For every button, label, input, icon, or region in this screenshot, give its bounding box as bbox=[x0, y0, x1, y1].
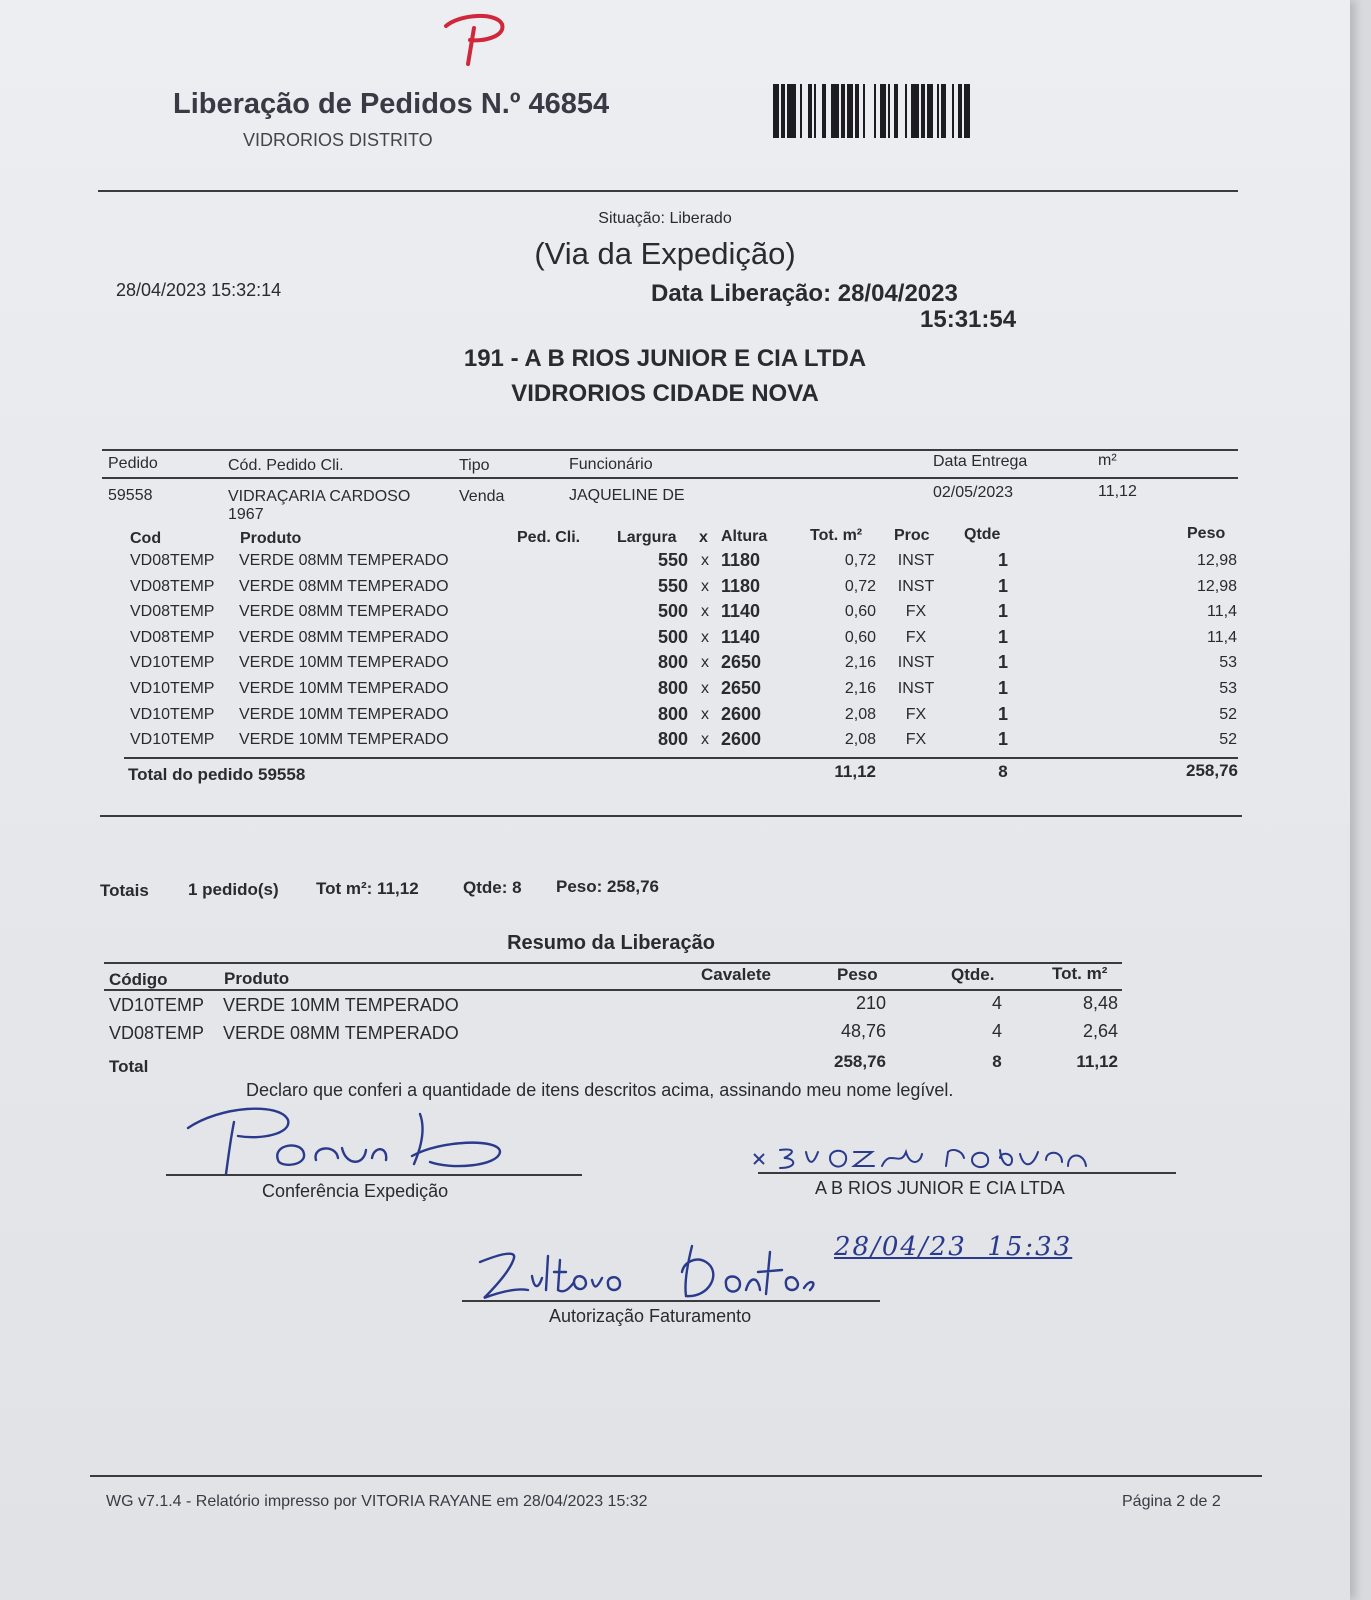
resumo-total-qtde: 8 bbox=[992, 1052, 1002, 1071]
totals-qtde: Qtde: 8 bbox=[463, 878, 522, 897]
order-tipo: Venda bbox=[459, 488, 505, 505]
liberation-date: Data Liberação: 28/04/2023 bbox=[651, 280, 958, 307]
item-cell-largura: 800 bbox=[657, 729, 688, 749]
items-total-label: Total do pedido 59558 bbox=[128, 765, 306, 784]
item-cell-largura: 500 bbox=[657, 627, 688, 647]
item-cell-peso: 11,4 bbox=[1207, 629, 1237, 646]
totals-peso: Peso: 258,76 bbox=[556, 877, 660, 896]
resumo-total-m2: 11,12 bbox=[1076, 1052, 1118, 1071]
item-cell-x: x bbox=[701, 629, 709, 646]
resumo-cell-qtde: 4 bbox=[991, 1021, 1002, 1041]
item-cell-produto: VERDE 10MM TEMPERADO bbox=[239, 680, 449, 697]
item-cell-peso: 52 bbox=[1219, 706, 1237, 723]
item-cell-produto: VERDE 08MM TEMPERADO bbox=[239, 578, 449, 595]
item-cell-cod: VD08TEMP bbox=[130, 552, 215, 569]
barcode-bar bbox=[911, 84, 919, 138]
items-col-proc: Proc bbox=[894, 527, 930, 544]
item-cell-cod: VD10TEMP bbox=[130, 654, 215, 671]
footer-report-info: WG v7.1.4 - Relatório impresso por VITORIA RAYANE em 28/04/2023 15:32 bbox=[106, 1493, 648, 1510]
item-cell-produto: VERDE 10MM TEMPERADO bbox=[239, 731, 449, 748]
barcode bbox=[773, 84, 973, 138]
item-cell-largura: 800 bbox=[657, 704, 688, 724]
item-cell-largura: 550 bbox=[657, 550, 688, 570]
item-cell-qtde: 1 bbox=[997, 729, 1008, 749]
item-cell-proc: INST bbox=[897, 578, 935, 595]
item-cell-peso: 12,98 bbox=[1196, 552, 1237, 569]
barcode-bar bbox=[787, 84, 795, 138]
item-cell-tot-m2: 0,60 bbox=[844, 629, 876, 646]
footer-page-number: Página 2 de 2 bbox=[1122, 1493, 1221, 1510]
item-cell-altura: 1180 bbox=[721, 576, 761, 596]
item-cell-x: x bbox=[701, 680, 709, 697]
item-cell-altura: 2600 bbox=[721, 704, 762, 724]
autorizacao-sign-line bbox=[462, 1300, 880, 1302]
client-branch: VIDRORIOS CIDADE NOVA bbox=[511, 380, 819, 407]
item-cell-largura: 550 bbox=[657, 576, 688, 596]
items-total-peso: 258,76 bbox=[1186, 761, 1238, 780]
item-cell-qtde: 1 bbox=[997, 627, 1008, 647]
resumo-col-peso: Peso bbox=[837, 965, 878, 984]
resumo-col-codigo: Código bbox=[109, 970, 168, 989]
order-cod-cli-2: 1967 bbox=[228, 506, 264, 523]
item-cell-altura: 1180 bbox=[721, 550, 761, 570]
order-funcionario: JAQUELINE DE bbox=[569, 487, 685, 504]
item-cell-cod: VD08TEMP bbox=[130, 629, 215, 646]
col-m2: m² bbox=[1098, 452, 1117, 469]
resumo-total-peso: 258,76 bbox=[834, 1052, 886, 1071]
item-cell-tot-m2: 2,08 bbox=[844, 706, 876, 723]
resumo-header-line bbox=[104, 989, 1122, 991]
item-cell-proc: FX bbox=[905, 731, 927, 748]
item-cell-tot-m2: 0,72 bbox=[844, 552, 876, 569]
item-cell-altura: 1140 bbox=[721, 627, 761, 647]
conferencia-sign-line bbox=[166, 1174, 582, 1176]
item-cell-produto: VERDE 08MM TEMPERADO bbox=[239, 603, 449, 620]
item-cell-produto: VERDE 08MM TEMPERADO bbox=[239, 552, 449, 569]
resumo-cell-tot-m2: 8,48 bbox=[1082, 993, 1118, 1013]
item-cell-qtde: 1 bbox=[997, 652, 1008, 672]
items-col-tot-m2: Tot. m² bbox=[810, 527, 863, 544]
header-divider bbox=[98, 190, 1238, 192]
item-cell-peso: 12,98 bbox=[1196, 578, 1237, 595]
item-cell-peso: 52 bbox=[1219, 731, 1237, 748]
col-tipo: Tipo bbox=[459, 457, 490, 474]
resumo-cell-produto: VERDE 08MM TEMPERADO bbox=[223, 1023, 459, 1043]
item-cell-produto: VERDE 10MM TEMPERADO bbox=[239, 706, 449, 723]
barcode-bar bbox=[865, 84, 873, 138]
conferencia-label: Conferência Expedição bbox=[262, 1181, 449, 1201]
items-col-ped-cli: Ped. Cli. bbox=[517, 529, 581, 546]
resumo-col-tot-m2: Tot. m² bbox=[1052, 964, 1108, 983]
items-col-qtde: Qtde bbox=[964, 526, 1001, 543]
resumo-col-qtde: Qtde. bbox=[951, 965, 995, 984]
item-cell-cod: VD10TEMP bbox=[130, 731, 215, 748]
item-cell-x: x bbox=[701, 578, 709, 595]
order-pedido: 59558 bbox=[108, 487, 153, 504]
item-cell-proc: FX bbox=[905, 706, 927, 723]
item-cell-x: x bbox=[701, 731, 709, 748]
items-col-x: x bbox=[699, 529, 708, 546]
resumo-cell-qtde: 4 bbox=[991, 993, 1002, 1013]
item-cell-largura: 800 bbox=[657, 652, 688, 672]
declaration-text: Declaro que conferi a quantidade de itens descritos acima, assinando meu nome legível. bbox=[246, 1080, 954, 1100]
resumo-total-label: Total bbox=[109, 1057, 149, 1076]
item-cell-peso: 53 bbox=[1219, 654, 1237, 671]
barcode-bar bbox=[831, 84, 839, 138]
resumo-cell-peso: 48,76 bbox=[840, 1021, 886, 1041]
via-label: (Via da Expedição) bbox=[534, 236, 796, 271]
item-cell-produto: VERDE 08MM TEMPERADO bbox=[239, 629, 449, 646]
items-total-m2: 11,12 bbox=[834, 762, 876, 781]
item-cell-cod: VD08TEMP bbox=[130, 578, 215, 595]
item-cell-cod: VD10TEMP bbox=[130, 706, 215, 723]
items-total-qtde: 8 bbox=[998, 762, 1008, 781]
autorizacao-label: Autorização Faturamento bbox=[549, 1306, 752, 1326]
item-cell-qtde: 1 bbox=[997, 576, 1008, 596]
barcode-bar bbox=[970, 84, 972, 138]
liberation-time: 15:31:54 bbox=[920, 306, 1017, 333]
resumo-title: Resumo da Liberação bbox=[507, 932, 715, 954]
document-title: Liberação de Pedidos N.º 46854 bbox=[173, 88, 610, 120]
conferencia-signature bbox=[180, 1100, 520, 1180]
order-header-bottom-line bbox=[102, 477, 1238, 479]
item-cell-altura: 2650 bbox=[721, 652, 762, 672]
item-cell-altura: 2600 bbox=[721, 729, 762, 749]
items-col-peso: Peso bbox=[1187, 525, 1226, 542]
order-cod-cli-1: VIDRAÇARIA CARDOSO bbox=[228, 488, 411, 505]
item-cell-tot-m2: 2,16 bbox=[844, 654, 876, 671]
item-cell-peso: 53 bbox=[1219, 680, 1237, 697]
totals-m2: Tot m²: 11,12 bbox=[316, 879, 419, 898]
col-funcionario: Funcionário bbox=[569, 456, 653, 473]
col-data-entrega: Data Entrega bbox=[933, 453, 1028, 470]
item-cell-altura: 2650 bbox=[721, 678, 762, 698]
item-cell-tot-m2: 2,08 bbox=[844, 731, 876, 748]
item-cell-altura: 1140 bbox=[721, 601, 761, 621]
items-col-largura: Largura bbox=[617, 529, 677, 546]
resumo-top-line bbox=[104, 962, 1122, 964]
order-m2: 11,12 bbox=[1098, 483, 1137, 500]
resumo-col-produto: Produto bbox=[224, 969, 290, 988]
items-end-line bbox=[100, 815, 1242, 817]
item-cell-x: x bbox=[701, 654, 709, 671]
item-cell-qtde: 1 bbox=[997, 601, 1008, 621]
item-cell-proc: FX bbox=[905, 629, 927, 646]
footer-line bbox=[90, 1475, 1262, 1477]
item-cell-qtde: 1 bbox=[997, 678, 1008, 698]
resumo-col-cavalete: Cavalete bbox=[701, 965, 771, 984]
totals-pedidos: 1 pedido(s) bbox=[188, 880, 279, 899]
resumo-cell-codigo: VD10TEMP bbox=[109, 995, 205, 1015]
item-cell-tot-m2: 0,72 bbox=[844, 578, 876, 595]
resumo-cell-peso: 210 bbox=[855, 993, 886, 1013]
item-cell-x: x bbox=[701, 706, 709, 723]
item-cell-qtde: 1 bbox=[997, 550, 1008, 570]
client-name: 191 - A B RIOS JUNIOR E CIA LTDA bbox=[463, 345, 867, 372]
client-sign-line bbox=[758, 1172, 1176, 1174]
resumo-cell-codigo: VD08TEMP bbox=[109, 1023, 205, 1043]
printed-datetime: 28/04/2023 15:32:14 bbox=[116, 280, 282, 300]
client-signature bbox=[750, 1140, 1090, 1176]
item-cell-proc: INST bbox=[897, 654, 935, 671]
handwritten-p-mark bbox=[440, 10, 510, 68]
resumo-cell-produto: VERDE 10MM TEMPERADO bbox=[223, 995, 459, 1015]
item-cell-largura: 800 bbox=[657, 678, 688, 698]
item-cell-tot-m2: 0,60 bbox=[844, 603, 876, 620]
col-pedido: Pedido bbox=[108, 455, 158, 472]
item-cell-cod: VD10TEMP bbox=[130, 680, 215, 697]
handwritten-date: 28/04/23 15:33 bbox=[834, 1232, 1073, 1262]
items-col-altura: Altura bbox=[721, 528, 768, 545]
company-name: VIDRORIOS DISTRITO bbox=[243, 130, 433, 150]
resumo-cell-tot-m2: 2,64 bbox=[1082, 1021, 1118, 1041]
items-col-produto: Produto bbox=[240, 530, 302, 547]
items-col-cod: Cod bbox=[130, 530, 162, 547]
item-cell-proc: INST bbox=[897, 680, 935, 697]
item-cell-x: x bbox=[701, 603, 709, 620]
item-cell-proc: FX bbox=[905, 603, 927, 620]
item-cell-tot-m2: 2,16 bbox=[844, 680, 876, 697]
order-header-top-line bbox=[102, 449, 1238, 451]
items-total-line bbox=[124, 757, 1238, 759]
item-cell-qtde: 1 bbox=[997, 704, 1008, 724]
item-cell-peso: 11,4 bbox=[1207, 603, 1237, 620]
col-cod-pedido-cli: Cód. Pedido Cli. bbox=[228, 457, 344, 474]
status-text: Situação: Liberado bbox=[598, 210, 732, 227]
totals-label: Totais bbox=[100, 881, 149, 900]
client-label: A B RIOS JUNIOR E CIA LTDA bbox=[815, 1178, 1065, 1198]
item-cell-cod: VD08TEMP bbox=[130, 603, 215, 620]
item-cell-produto: VERDE 10MM TEMPERADO bbox=[239, 654, 449, 671]
item-cell-largura: 500 bbox=[657, 601, 688, 621]
item-cell-x: x bbox=[701, 552, 709, 569]
order-data-entrega: 02/05/2023 bbox=[933, 484, 1014, 501]
item-cell-proc: INST bbox=[897, 552, 935, 569]
